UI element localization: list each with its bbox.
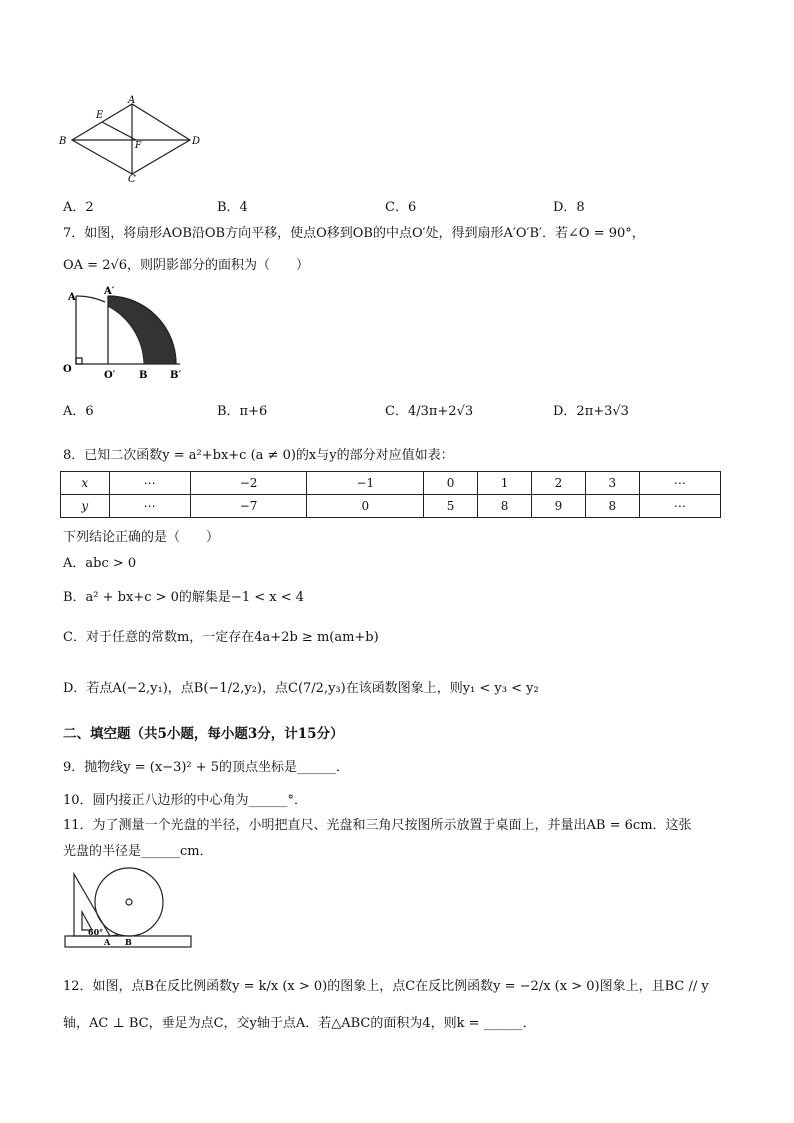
- angle-label: 60°: [88, 927, 104, 937]
- label-B: B: [139, 370, 148, 381]
- table-cell: 3: [585, 472, 639, 495]
- q6-option-d: D．8: [553, 200, 585, 215]
- q8-stem: 8．已知二次函数y = a²+bx+c (a ≠ 0)的x与y的部分对应值如表：: [63, 448, 454, 463]
- q11-disc-figure: [62, 866, 194, 952]
- label-F: F: [135, 141, 142, 151]
- label-O: O: [63, 364, 72, 375]
- table-cell: 0: [424, 472, 478, 495]
- q11-line1: 11．为了测量一个光盘的半径，小明把直尺、光盘和三角尺按图所示放置于桌面上，并量出AB = 6cm．这张: [63, 818, 692, 833]
- table-cell: 8: [585, 495, 639, 518]
- q12-line1: 12．如图，点B在反比例函数y = k/x (x > 0)的图象上，点C在反比例函数y = −2/x (x > 0)图象上，且BC // y: [63, 979, 709, 994]
- q6-rhombus-figure: [58, 94, 208, 182]
- table-row-x: [61, 472, 721, 495]
- table-row-y: [61, 495, 721, 518]
- table-cell: x: [61, 472, 110, 495]
- q12-line2: 轴，AC ⊥ BC，垂足为点C，交y轴于点A．若△ABC的面积为4，则k = ______．: [63, 1016, 536, 1031]
- q6-option-a: A．2: [63, 200, 94, 215]
- table-cell: ⋯: [639, 472, 720, 495]
- table-cell: ⋯: [109, 495, 190, 518]
- label-A: A: [128, 95, 136, 106]
- table-cell: ⋯: [109, 472, 190, 495]
- table-cell: y: [61, 495, 110, 518]
- table-cell: −1: [307, 472, 424, 495]
- label-B: B: [125, 937, 132, 947]
- q7-line1: 7．如图，将扇形AOB沿OB方向平移，使点O移到OB的中点O′处，得到扇形A′O′B′．若∠O = 90°，: [63, 226, 645, 241]
- q7-option-a: A．6: [63, 404, 94, 419]
- label-B-prime: B′: [170, 370, 182, 381]
- table-cell: −2: [190, 472, 307, 495]
- label-A: A: [68, 292, 76, 303]
- q8-question: 下列结论正确的是（ ）: [63, 530, 220, 545]
- table-cell: 9: [531, 495, 585, 518]
- table-cell: 8: [478, 495, 532, 518]
- q8-option-b: B．a² + bx+c > 0的解集是−1 < x < 4: [63, 590, 305, 605]
- table-cell: 0: [307, 495, 424, 518]
- q8-option-a: A．abc > 0: [63, 556, 137, 571]
- q8-option-d: D．若点A(−2,y₁)，点B(−1/2,y₂)，点C(7/2,y₃)在该函数图象上，则y₁ < y₃ < y₂: [63, 681, 539, 696]
- q8-option-c: C．对于任意的常数m，一定存在4a+2b ≥ m(am+b): [63, 630, 379, 645]
- q10-text: 10．圆内接正八边形的中心角为______°．: [63, 793, 308, 808]
- table-cell: ⋯: [639, 495, 720, 518]
- table-cell: 2: [531, 472, 585, 495]
- label-O-prime: O′: [104, 370, 116, 381]
- q11-line2: 光盘的半径是______cm．: [63, 844, 213, 859]
- label-C: C: [128, 174, 136, 182]
- label-D: D: [192, 136, 201, 147]
- label-A-prime: A′: [104, 286, 115, 297]
- q9-text: 9．抛物线y = (x−3)² + 5的顶点坐标是______．: [63, 760, 350, 775]
- label-A: A: [104, 937, 111, 947]
- q7-sector-figure: [60, 284, 195, 384]
- q6-option-b: B．4: [217, 200, 248, 215]
- label-B: B: [59, 136, 67, 147]
- q7-option-b: B．π+6: [217, 404, 268, 419]
- q7-option-d: D．2π+3√3: [553, 404, 629, 419]
- label-E: E: [96, 110, 104, 121]
- section-heading: 二、填空题（共5小题，每小题3分，计15分）: [63, 726, 344, 742]
- table-cell: 5: [424, 495, 478, 518]
- q8-value-table: [60, 471, 721, 518]
- q7-line2: OA = 2√6，则阴影部分的面积为（ ）: [63, 258, 310, 273]
- table-cell: −7: [190, 495, 307, 518]
- q6-option-c: C．6: [385, 200, 417, 215]
- table-cell: 1: [478, 472, 532, 495]
- q7-option-c: C．4/3π+2√3: [385, 404, 474, 419]
